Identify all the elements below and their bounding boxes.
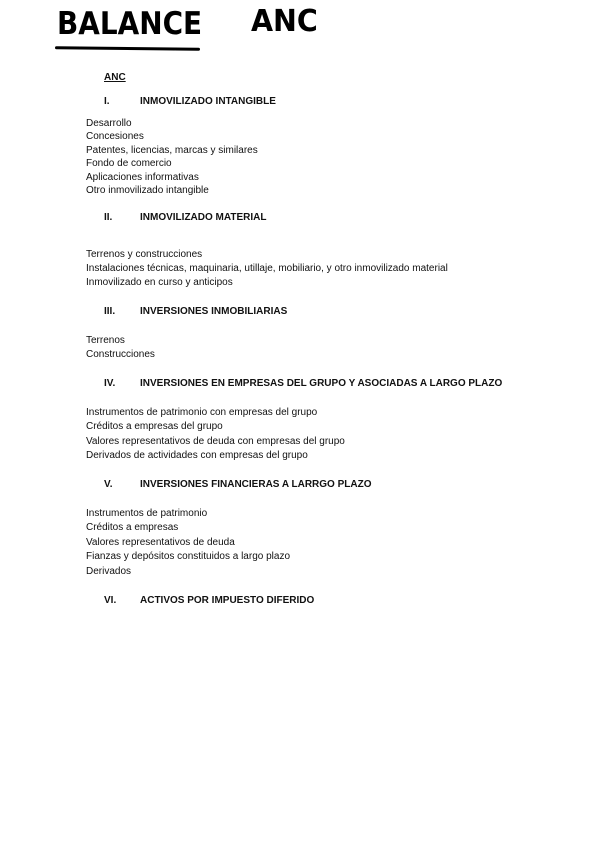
doc-title: ANC bbox=[104, 72, 126, 83]
list-item: Derivados de actividades con empresas del grupo bbox=[86, 450, 308, 461]
list-item: Desarrollo bbox=[86, 118, 132, 129]
list-item: Fianzas y depósitos constituidos a largo plazo bbox=[86, 551, 291, 562]
list-item: Fondo de comercio bbox=[86, 158, 172, 169]
list-item: Créditos a empresas del grupo bbox=[86, 421, 223, 432]
list-item: Créditos a empresas bbox=[86, 522, 179, 533]
section-number: IV. bbox=[104, 378, 116, 389]
list-item: Terrenos bbox=[86, 335, 125, 346]
section-title: INVERSIONES EN EMPRESAS DEL GRUPO Y ASOCIADAS A LARGO PLAZO bbox=[140, 378, 503, 389]
section-heading bbox=[104, 378, 502, 389]
list-item: Valores representativos de deuda bbox=[86, 537, 235, 548]
list-item: Instrumentos de patrimonio bbox=[86, 508, 208, 519]
section-heading bbox=[104, 212, 266, 223]
section-number: V. bbox=[104, 479, 113, 490]
list-item: Concesiones bbox=[86, 131, 144, 142]
list-item: Patentes, licencias, marcas y similares bbox=[86, 145, 258, 156]
section-heading bbox=[104, 595, 314, 606]
list-item: Instrumentos de patrimonio con empresas del grupo bbox=[86, 407, 318, 418]
handwritten-underline bbox=[55, 46, 200, 51]
section-title: INMOVILIZADO INTANGIBLE bbox=[140, 96, 276, 107]
section-title: ACTIVOS POR IMPUESTO DIFERIDO bbox=[140, 595, 315, 606]
section-number: I. bbox=[104, 96, 110, 107]
handwritten-balance: BALANCE bbox=[57, 6, 203, 42]
section-heading bbox=[104, 96, 276, 107]
list-item: Derivados bbox=[86, 566, 132, 577]
list-item: Construcciones bbox=[86, 349, 155, 360]
list-item: Otro inmovilizado intangible bbox=[86, 185, 209, 196]
list-item: Instalaciones técnicas, maquinaria, utillaje, mobiliario, y otro inmovilizado material bbox=[86, 263, 448, 274]
section-title: INMOVILIZADO MATERIAL bbox=[140, 212, 267, 223]
section-number: VI. bbox=[104, 595, 117, 606]
section-heading bbox=[104, 479, 372, 490]
section-number: III. bbox=[104, 306, 116, 317]
handwritten-anc: ANC bbox=[251, 4, 318, 39]
section-number: II. bbox=[104, 212, 113, 223]
section-title: INVERSIONES FINANCIERAS A LARRGO PLAZO bbox=[140, 479, 372, 490]
list-item: Inmovilizado en curso y anticipos bbox=[86, 277, 233, 288]
section-title: INVERSIONES INMOBILIARIAS bbox=[140, 306, 288, 317]
list-item: Terrenos y construcciones bbox=[86, 249, 203, 260]
list-item: Valores representativos de deuda con empresas del grupo bbox=[86, 436, 345, 447]
list-item: Aplicaciones informativas bbox=[86, 172, 199, 183]
section-heading bbox=[104, 306, 287, 317]
